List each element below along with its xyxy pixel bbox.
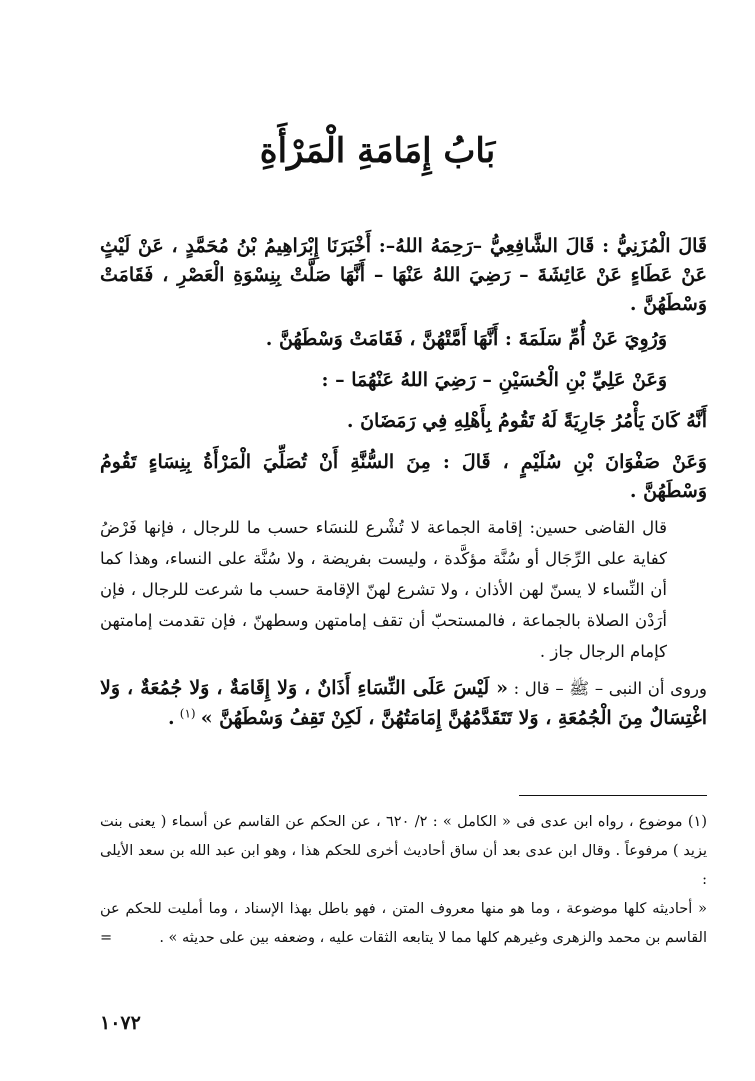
footnote-divider xyxy=(519,795,707,796)
footnote-1: (١) موضوع ، رواه ابن عدى فى « الكامل » : ٢/ ٦٢٠ ، عن الحكم عن القاسم عن أسماء ( يعنى بنت يزيد ) مرفوعاً . وقال ابن عدى بعد أن ساق أحاديث أخرى للحكم هذا ، وهو ابن عبد الله بن سعد الأيلى : xyxy=(100,814,708,888)
page-number: ١٠٧٢ xyxy=(100,1012,141,1034)
chapter-title: بَابُ إِمَامَةِ الْمَرْأَةِ xyxy=(259,131,496,171)
paragraph-qadi-husayn: قال القاضى حسين: إقامة الجماعة لا تُشْرع للنسَاء حسب ما للرجال ، فإنها فَرْضُ كفاية على الرِّجَال أو سُنَّة مؤكَّدة ، وليست بفريضة ، ولا سُنَّة على النساء، وهذا كما أن النِّساء لا يسنّ لهن الأذان ، ولا تشرع لهنّ الإقامة حسب ما شرعت للرجال ، فإن أرَدْن الصلاة بالجماعة ، فالمستحبّ أن تقف إمامتهن وسطهنّ ، فإن تقدمت إمامتهن كإمام الرجال جاز . xyxy=(100,518,667,661)
footnotes xyxy=(100,808,707,953)
paragraph-umm-salama: وَرُوِيَ عَنْ أُمِّ سَلَمَةَ : أَنَّهَا أَمَّتْهُنَّ ، فَقَامَتْ وَسْطَهُنَّ . xyxy=(265,328,667,350)
hadith-text: « لَيْسَ عَلَى النِّسَاءِ أَذَانٌ ، وَلا إِقَامَةٌ ، وَلا جُمُعَةٌ ، وَلا اغْتِسَالٌ مِنَ الْجُمُعَةِ ، وَلا تَتَقَدَّمُهُنَّ إِمَامَتُهُنَّ ، لَكِنْ تَقِفُ وَسْطَهُنَّ » xyxy=(100,677,707,729)
paragraph-prophet-hadith xyxy=(100,673,707,733)
paragraph-muzani: قَالَ الْمُزَنِيُّ : قَالَ الشَّافِعِيُّ –رَحِمَهُ اللهُ–: أَخْبَرَنَا إِبْرَاهِيمُ بْنُ مُحَمَّدٍ ، عَنْ لَيْثٍ عَنْ عَطَاءٍ عَنْ عَائِشَةَ – رَضِيَ اللهُ عَنْهَا – أَنَّهَا صَلَّتْ بِنِسْوَةِ الْعَصْرِ ، فَقَامَتْ وَسْطَهُنَّ . xyxy=(100,235,707,315)
paragraph-ali-ibn-husayn: وَعَنْ عَلِيِّ بْنِ الْحُسَيْنِ – رَضِيَ اللهُ عَنْهُمَا – : xyxy=(321,369,667,391)
footnote-quote-text: « أحاديثه كلها موضوعة ، وما هو منها معروف المتن ، فهو باطل بهذا الإسناد ، وما أمليت للحكم عن القاسم بن محمد والزهرى وغيرهم كلها مما لا يتابعه الثقات عليه ، وضعفه بين على حديثه » . xyxy=(100,901,707,946)
paragraph-safwan: وَعَنْ صَفْوَانَ بْنِ سُلَيْمٍ ، قَالَ : مِنَ السُّنَّةِ أَنْ تُصَلِّيَ الْمَرْأَةُ بِنِسَاءٍ تَقُومُ وَسْطَهُنَّ . xyxy=(100,451,707,502)
footnote-1-quote xyxy=(100,895,707,953)
hadith-intro: وروى أن النبى – ﷺ – قال : xyxy=(513,679,707,698)
main-text xyxy=(100,232,707,733)
paragraph-ali-report: أَنَّهُ كَانَ يَأْمُرُ جَارِيَةً لَهُ تَقُومُ بِأَهْلِهِ فِي رَمَضَانَ . xyxy=(346,410,707,432)
footnote-marker: (١) xyxy=(179,706,196,721)
hadith-end: . xyxy=(168,707,175,729)
continuation-mark: = xyxy=(100,930,113,946)
